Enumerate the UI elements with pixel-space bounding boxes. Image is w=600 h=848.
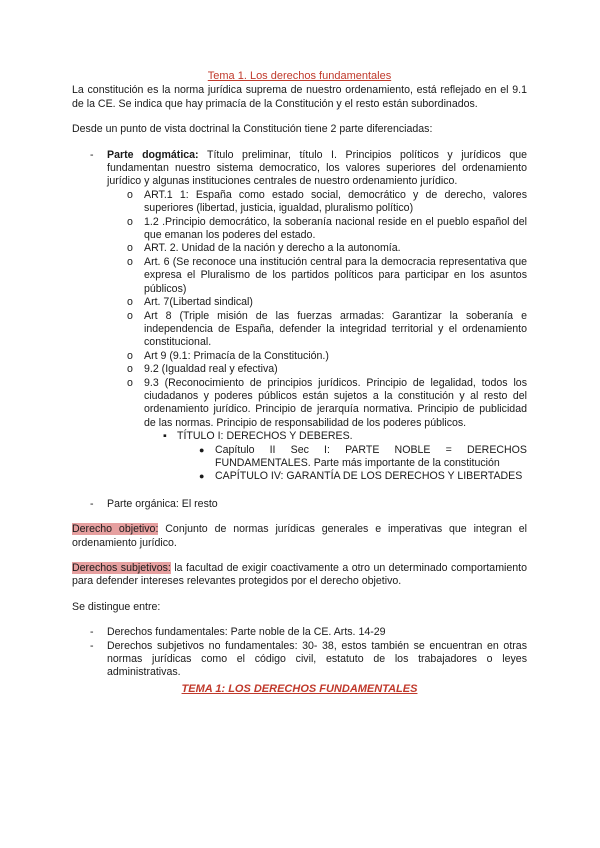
circle-bullet: o: [127, 188, 133, 201]
article-text: Art. 6 (Se reconoce una institución central para la democracia representativa que expresa el Pluralismo de los partidos políticos para participar en los asuntos públicos): [144, 255, 527, 295]
circle-bullet: o: [127, 309, 133, 322]
derecho-objetivo-label: Derecho objetivo:: [72, 523, 159, 536]
circle-bullet: o: [127, 296, 133, 309]
article-item: [72, 377, 527, 431]
dogmatica-text: Título preliminar, título I. Principios políticos y jurídicos que fundamentan nuestro sistema democratico, los valores superiores del ordenamiento jurídico y algunas instituciones centrales de nuestro ordenamiento jurídico.: [107, 148, 528, 188]
circle-bullet: o: [127, 255, 133, 268]
article-text: Art 8 (Triple misión de las fuerzas armadas: Garantizar la soberanía e independencia de España, defender la integridad territorial y el ordenamiento constitucional.: [144, 309, 527, 349]
circle-bullet: o: [127, 349, 133, 362]
article-text: Art. 7(Libertad sindical): [144, 296, 253, 309]
document-page: [72, 70, 527, 696]
dash-bullet: -: [90, 497, 94, 510]
titulo-item: [72, 430, 527, 443]
article-text: 9.3 (Reconocimiento de principios jurídicos. Principio de legalidad, todos los ciudadanos y poderes públicos están sujetos a la constitución y al resto del ordenamiento jurídico. Principio de jerarquía normativa. Principio de publicidad de las normas. Principio de responsabilidad de los poderes públicos.: [144, 376, 527, 429]
distingue-paragraph: Se distingue entre:: [72, 600, 161, 613]
articles-list: [72, 189, 527, 430]
capitulo-text: Capítulo II Sec I: PARTE NOBLE = DERECHOS FUNDAMENTALES. Parte más importante de la constitución: [215, 443, 527, 469]
article-item: [72, 350, 527, 363]
derecho-objetivo-text: Conjunto de normas jurídicas generales e imperativas que integran el ordenamiento jurídico.: [72, 523, 527, 549]
distinction-item: [72, 640, 527, 680]
article-item: [72, 310, 527, 350]
distinction-text: Derechos subjetivos no fundamentales: 30- 38, estos también se encuentran en otras normas jurídicas como el código civil, estatuto de los trabajadores o leyes administrativas.: [107, 639, 527, 679]
circle-bullet: o: [127, 376, 133, 389]
organica-text: Parte orgánica: El resto: [107, 497, 218, 510]
capitulo-item: [72, 470, 527, 483]
dogmatica-item: [72, 149, 527, 189]
circle-bullet: o: [127, 363, 133, 376]
derechos-subjetivos-text: la facultad de exigir coactivamente a otro un determinado comportamiento para defender intereses relevantes protegidos por el derecho objetivo.: [72, 562, 527, 588]
dash-bullet: -: [90, 148, 94, 161]
distinction-text: Derechos fundamentales: Parte noble de la CE. Arts. 14-29: [107, 626, 386, 639]
bottom-title: TEMA 1: LOS DERECHOS FUNDAMENTALES: [181, 682, 418, 695]
article-item: [72, 189, 527, 216]
article-text: ART.1 1: España como estado social, democrático y de derecho, valores superiores (libertad, justicia, igualdad, pluralismo político): [144, 188, 527, 215]
article-text: ART. 2. Unidad de la nación y derecho a la autonomía.: [144, 242, 401, 255]
article-item: [72, 363, 527, 376]
article-item: [72, 296, 527, 309]
capitulo-item: [72, 444, 527, 471]
intro-paragraph: La constitución es la norma jurídica suprema de nuestro ordenamiento, está reflejado en el 9.1 de la CE. Se indica que hay primacía de la Constitución y el resto están subordinados.: [72, 84, 527, 110]
article-item: [72, 256, 527, 296]
dash-bullet: -: [90, 626, 94, 639]
article-text: Art 9 (9.1: Primacía de la Constitución.): [144, 349, 329, 362]
article-text: 1.2 .Principio democrático, la soberanía nacional reside en el pueblo español del que emanan los poderes del estado.: [144, 215, 527, 242]
doctrinal-paragraph: Desde un punto de vista doctrinal la Constitución tiene 2 parte diferenciadas:: [72, 123, 433, 136]
organica-item: [72, 498, 527, 511]
derechos-subjetivos-paragraph: [72, 562, 527, 589]
titulo-text: TÍTULO I: DERECHOS Y DEBERES.: [177, 430, 353, 443]
article-item: [72, 242, 527, 255]
distinction-item: [72, 626, 527, 639]
capitulo-text: CAPÍTULO IV: GARANTÍA DE LOS DERECHOS Y LIBERTADES: [215, 470, 523, 483]
derecho-objetivo-paragraph: [72, 523, 527, 550]
circle-bullet: o: [127, 242, 133, 255]
derechos-subjetivos-label: Derechos subjetivos:: [72, 562, 171, 574]
dogmatica-label: Parte dogmática:: [107, 148, 199, 161]
circle-bullet: o: [127, 215, 133, 228]
article-item: [72, 216, 527, 243]
page-title: Tema 1. Los derechos fundamentales: [207, 70, 392, 82]
dot-bullet: ●: [199, 444, 205, 455]
article-text: 9.2 (Igualdad real y efectiva): [144, 363, 278, 376]
square-bullet: ▪: [163, 430, 167, 443]
dot-bullet: ●: [199, 471, 205, 482]
dash-bullet: -: [90, 639, 94, 652]
